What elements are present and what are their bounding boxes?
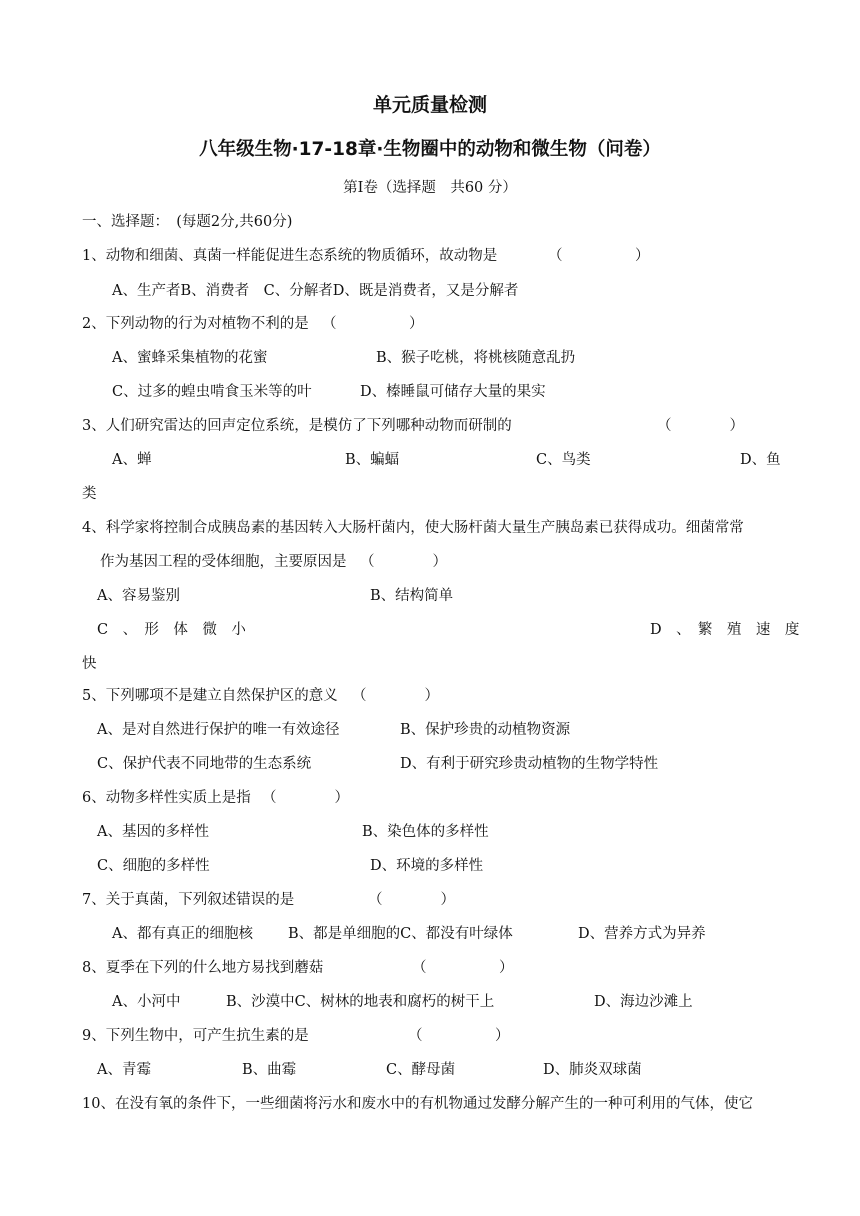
question-5-option-b: B、保护珍贵的动植物资源 [400,722,571,738]
question-3-stem: 3、人们研究雷达的回声定位系统，是模仿了下列哪种动物而研制的 [82,418,512,434]
question-9-option-c: C、酵母菌 [386,1062,456,1078]
question-7-answer-blank: （ ） [368,892,455,908]
question-6-stem: 6、动物多样性实质上是指 [82,790,251,806]
question-8-answer-blank: （ ） [412,960,514,976]
question-7-option-bc: B、都是单细胞的C、都没有叶绿体 [288,926,513,942]
question-6-answer-blank: （ ） [262,790,349,806]
question-8-option-bc: B、沙漠中C、树林的地表和腐朽的树干上 [226,994,495,1010]
question-6-option-d: D、环境的多样性 [370,858,484,874]
question-3-option-d-wrap: 类 [82,486,97,502]
section-heading: 第Ⅰ卷（选择题 共60 分） [343,180,517,196]
question-5-answer-blank: （ ） [352,688,439,704]
question-5-stem: 5、下列哪项不是建立自然保护区的意义 [82,688,338,704]
question-4-stem: 4、科学家将控制合成胰岛素的基因转入大肠杆菌内，使大肠杆菌大量生产胰岛素已获得成功。细菌常常 [82,520,744,536]
question-6-option-b: B、染色体的多样性 [362,824,489,840]
exam-subtitle: 八年级生物·17-18章·生物圈中的动物和微生物（问卷） [199,139,661,160]
question-3-option-c: C、鸟类 [536,452,591,468]
question-9-option-d: D、肺炎双球菌 [543,1062,642,1078]
question-3-option-a: A、蝉 [112,452,152,468]
question-8-option-a: A、小河中 [112,994,181,1010]
question-9-option-b: B、曲霉 [242,1062,297,1078]
question-3-option-b: B、蝙蝠 [345,452,400,468]
question-2-option-d: D、榛睡鼠可储存大量的果实 [360,384,546,400]
exam-title: 单元质量检测 [372,94,487,116]
question-2-answer-blank: （ ） [322,316,424,332]
question-8-option-d: D、海边沙滩上 [594,994,693,1010]
question-8-stem: 8、夏季在下列的什么地方易找到蘑菇 [82,960,324,976]
question-5-option-a: A、是对自然进行保护的唯一有效途径 [97,722,340,738]
question-9-option-a: A、青霉 [97,1062,151,1078]
question-10-stem: 10、在没有氧的条件下，一些细菌将污水和废水中的有机物通过发酵分解产生的一种可利用的气体，使它 [82,1096,753,1112]
question-5-option-d: D、有利于研究珍贵动植物的生物学特性 [400,756,659,772]
question-7-option-a: A、都有真正的细胞核 [112,926,253,942]
question-3-option-d: D、鱼 [740,452,781,468]
part-heading: 一、选择题： (每题2分,共60分) [82,214,293,230]
question-1-options: A、生产者B、消费者 C、分解者D、既是消费者，又是分解者 [112,283,519,299]
question-1-answer-blank: （ ） [548,248,650,264]
question-4-option-a: A、容易鉴别 [97,588,180,604]
question-7-option-d: D、营养方式为异养 [578,926,706,942]
question-7-stem: 7、关于真菌，下列叙述错误的是 [82,892,295,908]
question-9-answer-blank: （ ） [408,1028,510,1044]
question-2-option-b: B、猴子吃桃，将桃核随意乱扔 [376,350,576,366]
question-6-option-c: C、细胞的多样性 [97,858,210,874]
question-1-stem: 1、动物和细菌、真菌一样能促进生态系统的物质循环，故动物是 [82,248,498,264]
question-4-stem-cont: 作为基因工程的受体细胞，主要原因是 [100,554,347,570]
question-3-answer-blank: （ ） [657,418,744,434]
question-6-option-a: A、基因的多样性 [97,824,209,840]
question-2-option-a: A、蜜蜂采集植物的花蜜 [112,350,268,366]
question-2-option-c: C、过多的蝗虫啃食玉米等的叶 [112,384,312,400]
question-5-option-c: C、保护代表不同地带的生态系统 [97,756,312,772]
question-2-stem: 2、下列动物的行为对植物不利的是 [82,316,309,332]
question-4-option-b: B、结构简单 [370,588,454,604]
question-4-option-d-wrap: 快 [82,656,97,672]
question-4-option-c: C 、 形 体 微 小 [97,622,246,638]
question-9-stem: 9、下列生物中，可产生抗生素的是 [82,1028,309,1044]
question-4-option-d: D 、 繁 殖 速 度 [650,622,800,638]
question-4-answer-blank: （ ） [360,554,447,570]
